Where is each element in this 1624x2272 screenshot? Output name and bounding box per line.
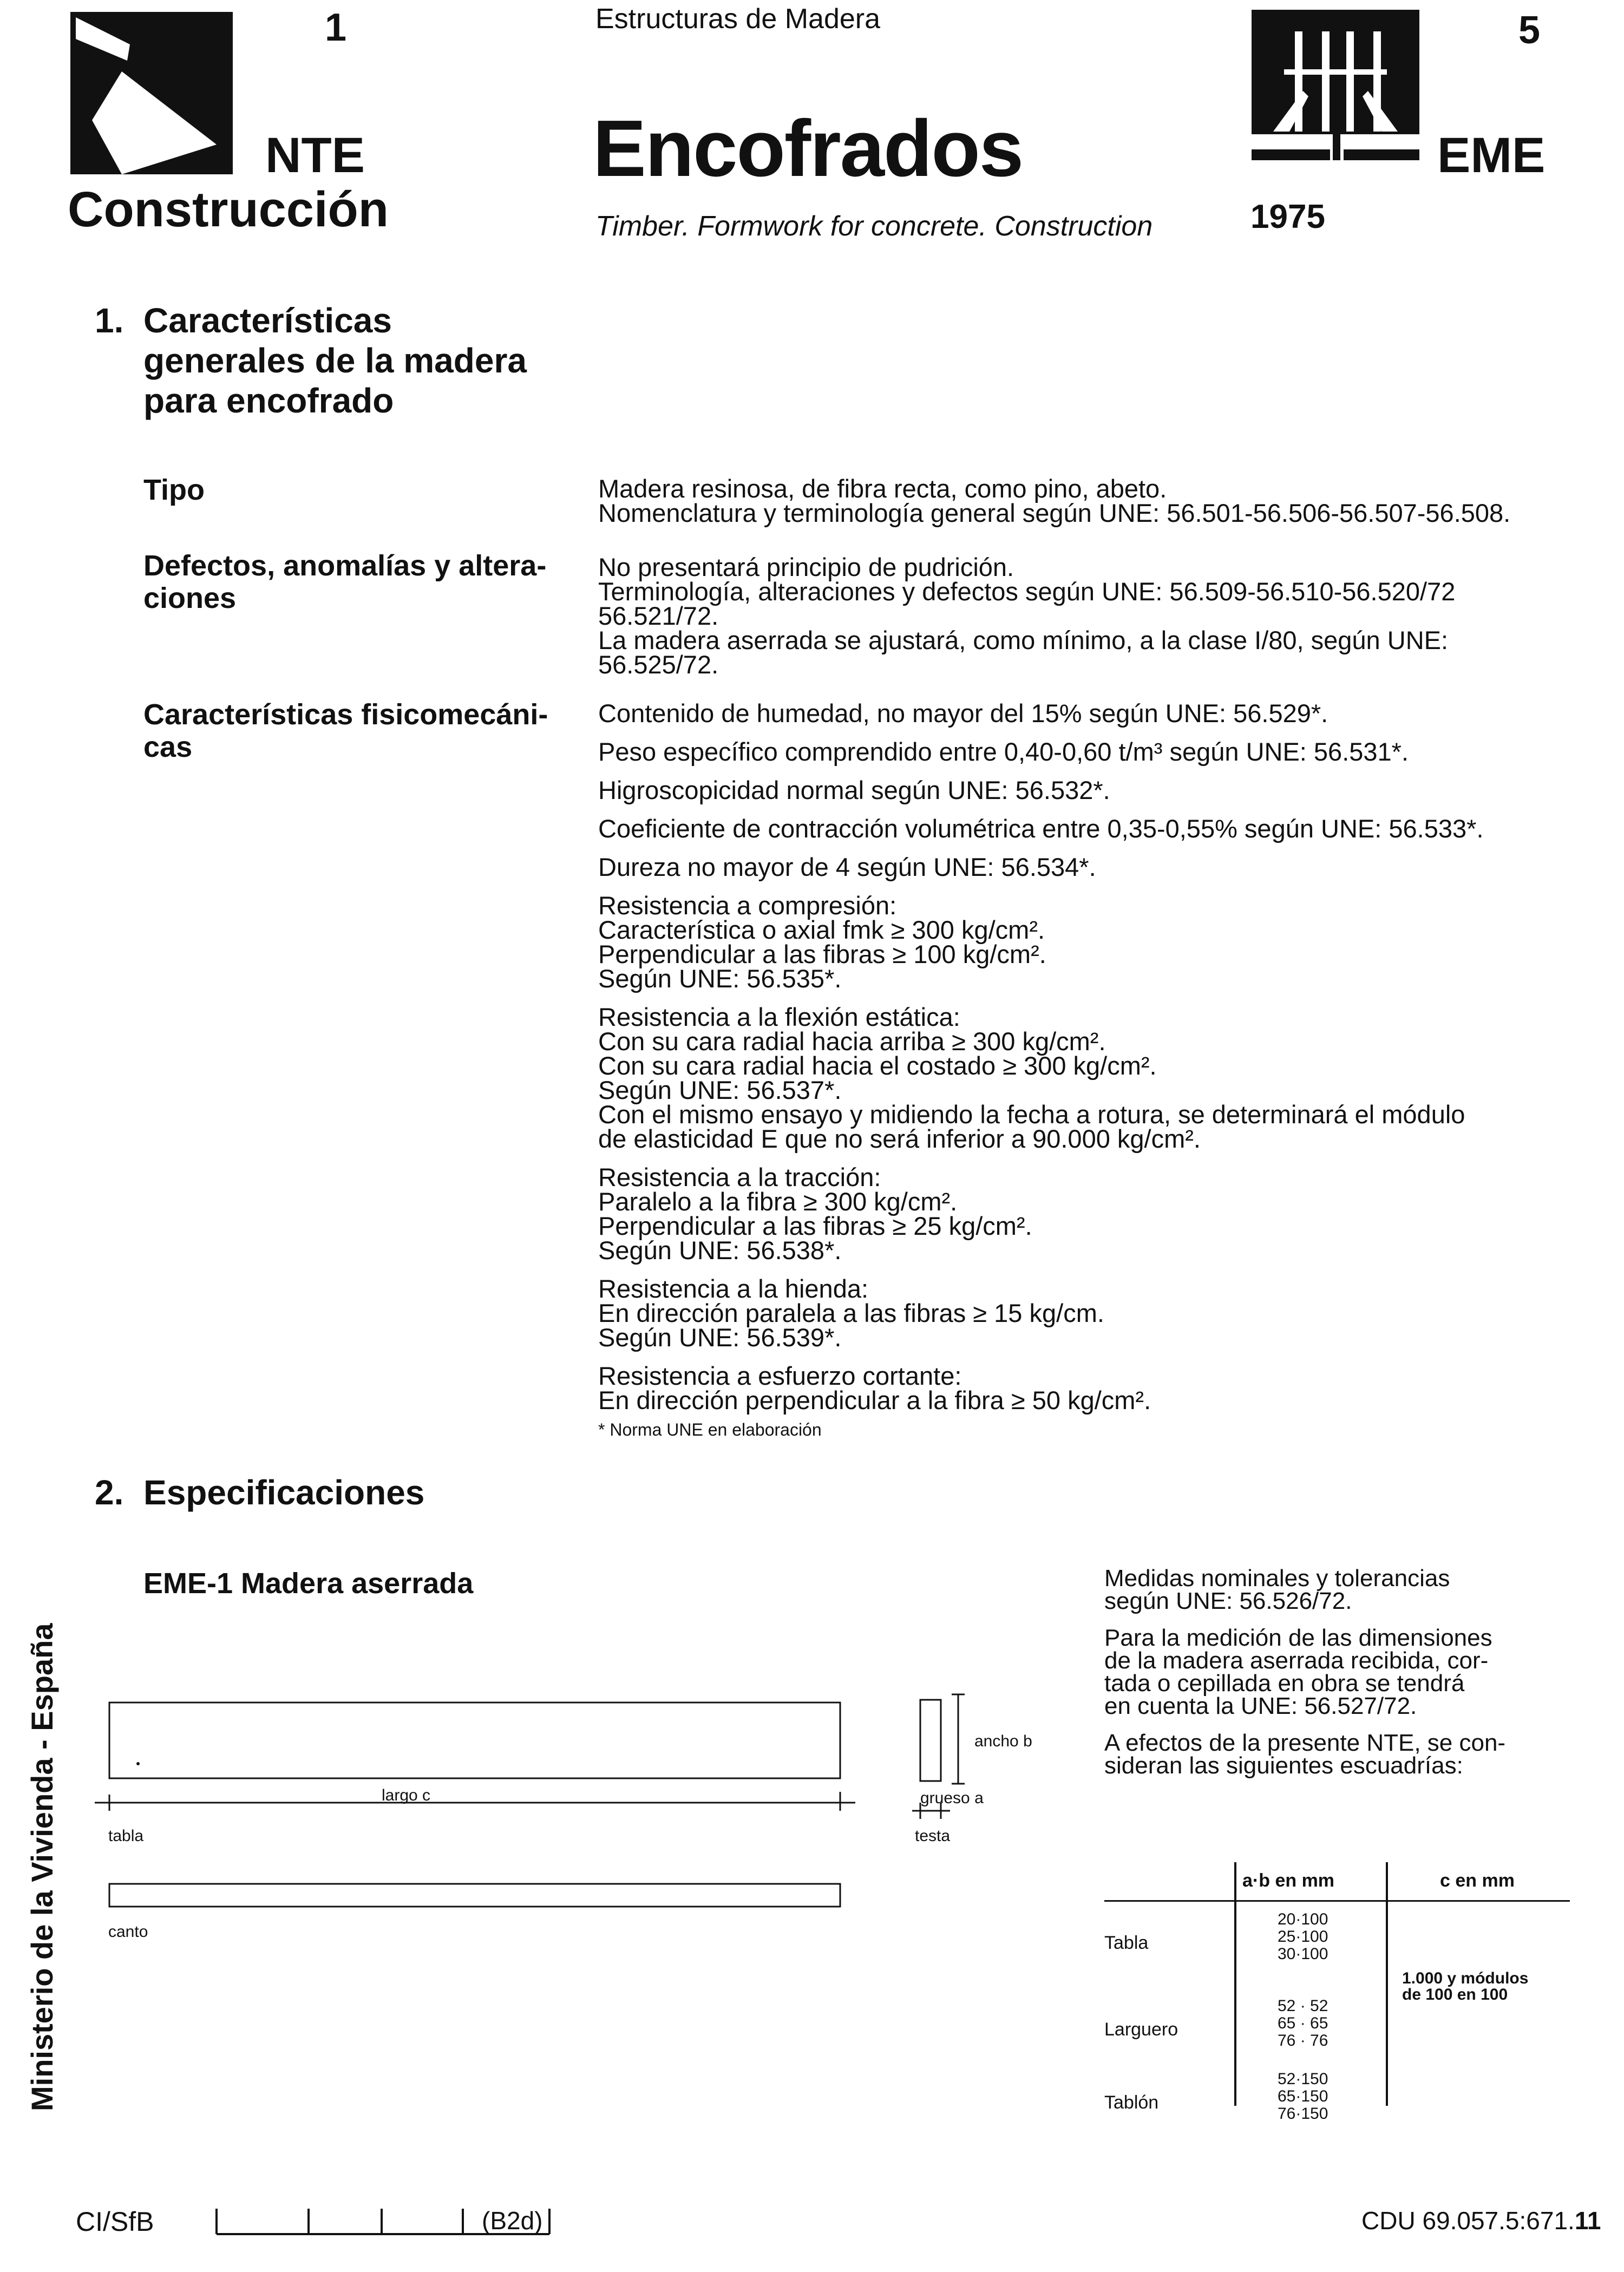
construccion-label: Construcción [68,182,389,237]
defectos-label: Defectos, anomalías y altera- ciones [143,549,547,614]
ancho-label: ancho b [974,1732,1032,1750]
tipo-text: Madera resinosa, de fibra recta, como pino, abeto. Nomenclatura y terminología general según UNE: 56.501-56.506-56.507-56.508. [598,474,1511,527]
tabla-label: tabla [108,1827,144,1845]
nte-logo-trowel-icon [70,12,233,174]
section-1-heading: 1. Características generales de la madera para encofrado [95,301,527,420]
sawn-timber-diagram [92,1684,1066,1943]
page-number-left: 1 [325,6,347,49]
col-header-ab: a·b en mm [1242,1870,1335,1891]
canto-label: canto [108,1923,148,1941]
ministerio-sidebar-label: Ministerio de la Vivienda - España [25,1623,59,2111]
row-tabla-name: Tabla [1104,1933,1149,1953]
cisfb-label: CI/SfB [76,2206,154,2237]
page-title: Encofrados [593,104,1023,193]
col-header-c: c en mm [1440,1870,1515,1891]
section-name: Estructuras de Madera [595,3,881,35]
english-subtitle: Timber. Formwork for concrete. Construction [595,211,1153,242]
defectos-text: No presentará principio de pudrición. Terminología, alteraciones y defectos según UNE: 56.509-56.510-56.520/72 56.521/72. La madera aserrada se ajustará, como mínimo, a la clase I/80, según UNE: 56.525/72. [598,553,1456,679]
row-larguero-name: Larguero [1104,2019,1178,2040]
footnote: * Norma UNE en elaboración [598,1420,822,1439]
nte-label: NTE [265,128,365,183]
row-larguero-values: 52 · 52 65 · 65 76 · 76 [1278,1997,1328,2050]
testa-label: testa [915,1827,951,1845]
testa-section-shape [920,1700,941,1781]
page-number-right: 5 [1518,9,1541,52]
canto-plank-shape [109,1884,840,1907]
largo-label: largo c [382,1786,431,1804]
eme-1-heading: EME-1 Madera aserrada [143,1567,474,1600]
document-code: EME [1437,128,1546,183]
document-year: 1975 [1250,198,1325,235]
row-tablon-values: 52·150 65·150 76·150 [1278,2070,1328,2123]
section-2-heading: 2. Especificaciones [95,1473,425,1512]
eme-formwork-logo-icon [1252,10,1419,178]
fisicomecanicas-text: Contenido de humedad, no mayor del 15% según UNE: 56.529*. Peso específico comprendido entre 0,40-0,60 t/m³ según UNE: 56.531*. Higroscopicidad normal según UNE: 56.532*. Coeficiente de contracción volumétrica entre 0,35-0,55% según UNE: 56.533*. Dureza no mayor de 4 según UNE: 56.534*. Resistencia a compresión: Característica o axial fmk ≥ 300 kg/cm². Perpendicular a las fibras ≥ 100 kg/cm². Según UNE: 56.535*. Resistencia a la flexión estática: Con su cara radial hacia arriba ≥ 300 kg/cm². Con su cara radial hacia el costado ≥ 300 kg/cm². Según UNE: 56.537*. Con el mismo ensayo y midiendo la fecha a rotura, se determinará el módulo de elasticidad E que no será inferior a 90.000 kg/cm². Resistencia a la tracción: Paralelo a la fibra ≥ 300 kg/cm². Perpendicular a las fibras ≥ 25 kg/cm². Según UNE: 56.538*. Resistencia a la hienda: En dirección paralela a las fibras ≥ 15 kg/cm. Según UNE: 56.539*. Resistencia a esfuerzo cortante: En dirección perpendicular a la fibra ≥ 50 kg/cm². * Norma UNE en elaboración [598,701,1573,1442]
fisicomecanicas-label: Características fisicomecáni- cas [143,698,548,763]
tipo-label: Tipo [143,474,205,506]
row-tablon-name: Tablón [1104,2092,1159,2113]
row-tabla-values: 20·100 25·100 30·100 [1278,1910,1328,1963]
section-1-number: 1. [95,301,124,340]
tabla-plank-shape [109,1703,840,1778]
c-value: 1.000 y módulos de 100 en 100 [1402,1969,1529,2003]
medidas-text: Medidas nominales y tolerancias según UNE: 56.526/72. Para la medición de las dimensiones de la madera aserrada recibida, cor- tada o cepillada en obra se tendrá en cuenta la UNE: 56.527/72. A efectos de la presente NTE, se con- sideran las siguientes escuadrías: [1104,1565,1506,1779]
cisfb-code: (B2d) [482,2206,543,2235]
escuadrias-table [1104,1862,1581,2123]
grueso-label: grueso a [920,1789,984,1807]
cdu-code: CDU 69.057.5:671.11 [1361,2206,1601,2235]
